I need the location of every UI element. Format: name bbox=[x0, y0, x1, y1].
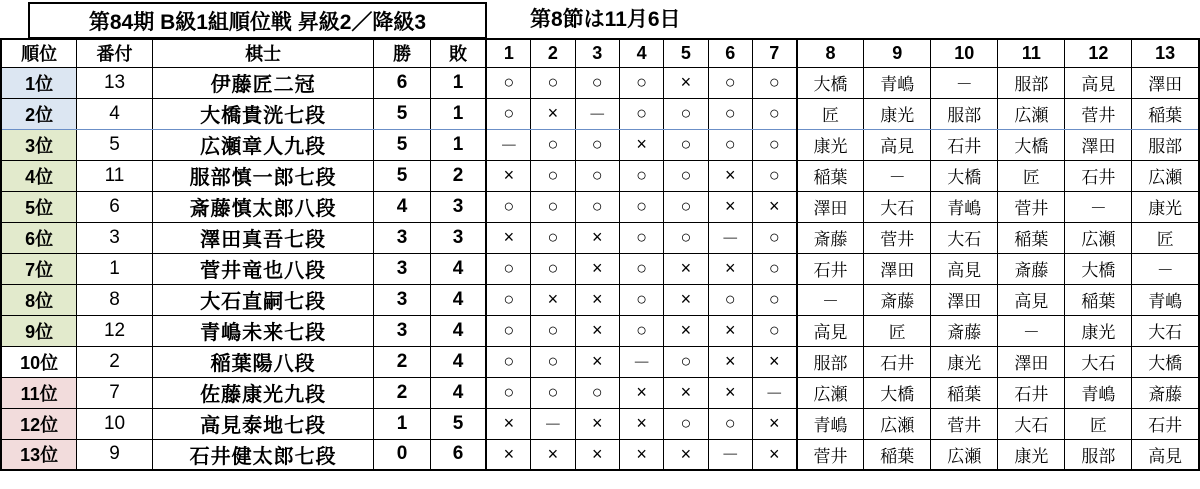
cell-result-1: × bbox=[486, 408, 530, 439]
cell-opponent-9: 広瀬 bbox=[864, 408, 931, 439]
table-row bbox=[1, 408, 1199, 439]
cell-result-7: × bbox=[752, 191, 796, 222]
cell-result-1: ○ bbox=[486, 253, 530, 284]
cell-result-7: ○ bbox=[752, 315, 796, 346]
cell-rank: 7位 bbox=[1, 253, 77, 284]
cell-player-name: 広瀬章人九段 bbox=[152, 129, 374, 160]
cell-opponent-11: 匠 bbox=[998, 160, 1065, 191]
cell-number: 6 bbox=[77, 191, 153, 222]
cell-losses: 1 bbox=[430, 98, 486, 129]
table-row bbox=[1, 377, 1199, 408]
cell-result-4: × bbox=[619, 129, 663, 160]
cell-result-2: ○ bbox=[531, 129, 575, 160]
cell-wins: 2 bbox=[374, 346, 430, 377]
cell-result-6: ○ bbox=[708, 98, 752, 129]
cell-result-1: ○ bbox=[486, 315, 530, 346]
cell-result-2: ○ bbox=[531, 346, 575, 377]
cell-opponent-9: 石井 bbox=[864, 346, 931, 377]
cell-result-2: ○ bbox=[531, 377, 575, 408]
cell-result-1: ○ bbox=[486, 98, 530, 129]
col-round-12: 12 bbox=[1065, 39, 1132, 67]
cell-opponent-8: 高見 bbox=[797, 315, 864, 346]
cell-result-4: × bbox=[619, 377, 663, 408]
cell-opponent-9: 大石 bbox=[864, 191, 931, 222]
cell-opponent-10: 澤田 bbox=[931, 284, 998, 315]
cell-number: 8 bbox=[77, 284, 153, 315]
cell-result-2: × bbox=[531, 439, 575, 470]
cell-result-4: × bbox=[619, 408, 663, 439]
cell-result-2: － bbox=[531, 408, 575, 439]
cell-rank: 8位 bbox=[1, 284, 77, 315]
cell-player-name: 澤田真吾七段 bbox=[152, 222, 374, 253]
cell-result-4: × bbox=[619, 439, 663, 470]
col-round-5: 5 bbox=[664, 39, 708, 67]
cell-wins: 6 bbox=[374, 67, 430, 98]
table-row bbox=[1, 98, 1199, 129]
cell-rank: 13位 bbox=[1, 439, 77, 470]
cell-opponent-12: 稲葉 bbox=[1065, 284, 1132, 315]
col-round-13: 13 bbox=[1132, 39, 1199, 67]
cell-opponent-12: 大橋 bbox=[1065, 253, 1132, 284]
cell-opponent-11: 高見 bbox=[998, 284, 1065, 315]
cell-wins: 4 bbox=[374, 191, 430, 222]
cell-result-3: × bbox=[575, 253, 619, 284]
cell-losses: 3 bbox=[430, 222, 486, 253]
cell-result-2: ○ bbox=[531, 315, 575, 346]
cell-result-4: ○ bbox=[619, 284, 663, 315]
cell-result-6: ○ bbox=[708, 284, 752, 315]
cell-number: 3 bbox=[77, 222, 153, 253]
cell-rank: 2位 bbox=[1, 98, 77, 129]
cell-result-4: ○ bbox=[619, 160, 663, 191]
table-row bbox=[1, 284, 1199, 315]
cell-opponent-10: 康光 bbox=[931, 346, 998, 377]
cell-opponent-8: 大橋 bbox=[797, 67, 864, 98]
cell-result-7: ○ bbox=[752, 160, 796, 191]
cell-result-6: × bbox=[708, 191, 752, 222]
cell-opponent-13: 匠 bbox=[1132, 222, 1199, 253]
cell-opponent-12: 服部 bbox=[1065, 439, 1132, 470]
table-row bbox=[1, 129, 1199, 160]
cell-opponent-8: 匠 bbox=[797, 98, 864, 129]
cell-number: 11 bbox=[77, 160, 153, 191]
cell-result-1: ○ bbox=[486, 346, 530, 377]
cell-opponent-12: 広瀬 bbox=[1065, 222, 1132, 253]
cell-losses: 4 bbox=[430, 253, 486, 284]
cell-opponent-10: 高見 bbox=[931, 253, 998, 284]
cell-result-3: × bbox=[575, 346, 619, 377]
cell-wins: 3 bbox=[374, 253, 430, 284]
cell-result-4: ○ bbox=[619, 315, 663, 346]
cell-rank: 3位 bbox=[1, 129, 77, 160]
cell-opponent-10: 大橋 bbox=[931, 160, 998, 191]
cell-opponent-13: 服部 bbox=[1132, 129, 1199, 160]
cell-wins: 0 bbox=[374, 439, 430, 470]
cell-result-7: ○ bbox=[752, 284, 796, 315]
cell-opponent-8: 広瀬 bbox=[797, 377, 864, 408]
cell-opponent-12: － bbox=[1065, 191, 1132, 222]
cell-player-name: 高見泰地七段 bbox=[152, 408, 374, 439]
cell-opponent-10: 広瀬 bbox=[931, 439, 998, 470]
col-round-10: 10 bbox=[931, 39, 998, 67]
table-row bbox=[1, 315, 1199, 346]
cell-number: 13 bbox=[77, 67, 153, 98]
cell-opponent-13: － bbox=[1132, 253, 1199, 284]
cell-opponent-11: 稲葉 bbox=[998, 222, 1065, 253]
col-round-1: 1 bbox=[486, 39, 530, 67]
table-row bbox=[1, 439, 1199, 470]
cell-opponent-8: 菅井 bbox=[797, 439, 864, 470]
cell-result-1: ○ bbox=[486, 67, 530, 98]
cell-opponent-12: 石井 bbox=[1065, 160, 1132, 191]
cell-result-5: × bbox=[664, 253, 708, 284]
cell-player-name: 大石直嗣七段 bbox=[152, 284, 374, 315]
cell-opponent-10: 斎藤 bbox=[931, 315, 998, 346]
col-rank: 順位 bbox=[1, 39, 77, 67]
cell-result-5: ○ bbox=[664, 222, 708, 253]
cell-result-4: ○ bbox=[619, 253, 663, 284]
cell-result-7: ○ bbox=[752, 98, 796, 129]
table-row bbox=[1, 222, 1199, 253]
cell-opponent-9: 菅井 bbox=[864, 222, 931, 253]
cell-player-name: 斎藤慎太郎八段 bbox=[152, 191, 374, 222]
cell-rank: 12位 bbox=[1, 408, 77, 439]
cell-opponent-11: 康光 bbox=[998, 439, 1065, 470]
cell-result-4: ○ bbox=[619, 222, 663, 253]
cell-opponent-12: 康光 bbox=[1065, 315, 1132, 346]
cell-wins: 3 bbox=[374, 284, 430, 315]
cell-number: 4 bbox=[77, 98, 153, 129]
col-number: 番付 bbox=[77, 39, 153, 67]
cell-opponent-9: 康光 bbox=[864, 98, 931, 129]
cell-result-5: ○ bbox=[664, 98, 708, 129]
cell-result-3: － bbox=[575, 98, 619, 129]
cell-opponent-12: 青嶋 bbox=[1065, 377, 1132, 408]
cell-opponent-10: 稲葉 bbox=[931, 377, 998, 408]
cell-result-7: × bbox=[752, 408, 796, 439]
cell-number: 9 bbox=[77, 439, 153, 470]
cell-result-7: － bbox=[752, 377, 796, 408]
cell-opponent-12: 高見 bbox=[1065, 67, 1132, 98]
table-row bbox=[1, 67, 1199, 98]
cell-result-1: ○ bbox=[486, 377, 530, 408]
table-row bbox=[1, 346, 1199, 377]
cell-opponent-9: － bbox=[864, 160, 931, 191]
cell-opponent-8: 斎藤 bbox=[797, 222, 864, 253]
cell-result-7: ○ bbox=[752, 67, 796, 98]
cell-result-7: × bbox=[752, 346, 796, 377]
cell-result-1: ○ bbox=[486, 284, 530, 315]
cell-opponent-12: 菅井 bbox=[1065, 98, 1132, 129]
table-body bbox=[1, 67, 1199, 470]
cell-opponent-12: 大石 bbox=[1065, 346, 1132, 377]
col-round-2: 2 bbox=[531, 39, 575, 67]
cell-opponent-13: 大石 bbox=[1132, 315, 1199, 346]
cell-player-name: 青嶋未来七段 bbox=[152, 315, 374, 346]
cell-result-6: ○ bbox=[708, 408, 752, 439]
cell-result-5: ○ bbox=[664, 191, 708, 222]
col-round-7: 7 bbox=[752, 39, 796, 67]
cell-opponent-9: 稲葉 bbox=[864, 439, 931, 470]
cell-opponent-11: 石井 bbox=[998, 377, 1065, 408]
cell-opponent-10: 石井 bbox=[931, 129, 998, 160]
cell-losses: 5 bbox=[430, 408, 486, 439]
cell-opponent-9: 斎藤 bbox=[864, 284, 931, 315]
col-round-6: 6 bbox=[708, 39, 752, 67]
cell-result-3: ○ bbox=[575, 377, 619, 408]
standings-table bbox=[0, 38, 1200, 471]
cell-opponent-8: 稲葉 bbox=[797, 160, 864, 191]
round-note: 第8節は11月6日 bbox=[530, 8, 681, 31]
cell-result-1: × bbox=[486, 439, 530, 470]
cell-opponent-13: 稲葉 bbox=[1132, 98, 1199, 129]
cell-opponent-8: 澤田 bbox=[797, 191, 864, 222]
cell-result-6: ○ bbox=[708, 129, 752, 160]
cell-result-6: × bbox=[708, 160, 752, 191]
cell-result-2: ○ bbox=[531, 253, 575, 284]
cell-opponent-13: 石井 bbox=[1132, 408, 1199, 439]
cell-opponent-11: 菅井 bbox=[998, 191, 1065, 222]
cell-opponent-11: － bbox=[998, 315, 1065, 346]
table-header-row bbox=[1, 39, 1199, 67]
cell-result-2: ○ bbox=[531, 67, 575, 98]
cell-opponent-9: 澤田 bbox=[864, 253, 931, 284]
cell-result-5: × bbox=[664, 439, 708, 470]
cell-opponent-11: 澤田 bbox=[998, 346, 1065, 377]
cell-opponent-13: 広瀬 bbox=[1132, 160, 1199, 191]
cell-opponent-8: 服部 bbox=[797, 346, 864, 377]
cell-opponent-13: 澤田 bbox=[1132, 67, 1199, 98]
cell-number: 12 bbox=[77, 315, 153, 346]
col-round-9: 9 bbox=[864, 39, 931, 67]
cell-number: 1 bbox=[77, 253, 153, 284]
cell-player-name: 佐藤康光九段 bbox=[152, 377, 374, 408]
cell-opponent-13: 青嶋 bbox=[1132, 284, 1199, 315]
cell-opponent-8: 康光 bbox=[797, 129, 864, 160]
cell-opponent-13: 高見 bbox=[1132, 439, 1199, 470]
col-round-4: 4 bbox=[619, 39, 663, 67]
page-title: 第84期 B級1組順位戦 昇級2／降級3 bbox=[28, 2, 487, 39]
cell-opponent-12: 澤田 bbox=[1065, 129, 1132, 160]
cell-player-name: 大橋貴洸七段 bbox=[152, 98, 374, 129]
cell-opponent-10: 服部 bbox=[931, 98, 998, 129]
cell-opponent-9: 高見 bbox=[864, 129, 931, 160]
cell-opponent-11: 広瀬 bbox=[998, 98, 1065, 129]
cell-result-6: × bbox=[708, 253, 752, 284]
cell-result-3: ○ bbox=[575, 160, 619, 191]
cell-opponent-10: 菅井 bbox=[931, 408, 998, 439]
cell-result-3: × bbox=[575, 408, 619, 439]
cell-rank: 10位 bbox=[1, 346, 77, 377]
cell-wins: 3 bbox=[374, 315, 430, 346]
cell-opponent-13: 康光 bbox=[1132, 191, 1199, 222]
col-losses: 敗 bbox=[430, 39, 486, 67]
cell-result-7: ○ bbox=[752, 253, 796, 284]
cell-number: 2 bbox=[77, 346, 153, 377]
cell-result-2: × bbox=[531, 284, 575, 315]
cell-wins: 3 bbox=[374, 222, 430, 253]
cell-wins: 2 bbox=[374, 377, 430, 408]
cell-opponent-8: 青嶋 bbox=[797, 408, 864, 439]
cell-result-3: ○ bbox=[575, 67, 619, 98]
cell-player-name: 稲葉陽八段 bbox=[152, 346, 374, 377]
cell-result-3: × bbox=[575, 222, 619, 253]
cell-opponent-10: － bbox=[931, 67, 998, 98]
cell-rank: 9位 bbox=[1, 315, 77, 346]
cell-result-5: × bbox=[664, 67, 708, 98]
cell-opponent-9: 青嶋 bbox=[864, 67, 931, 98]
cell-result-7: × bbox=[752, 439, 796, 470]
cell-opponent-11: 斎藤 bbox=[998, 253, 1065, 284]
cell-wins: 1 bbox=[374, 408, 430, 439]
col-player: 棋士 bbox=[152, 39, 374, 67]
cell-losses: 6 bbox=[430, 439, 486, 470]
col-round-3: 3 bbox=[575, 39, 619, 67]
cell-number: 10 bbox=[77, 408, 153, 439]
cell-result-3: × bbox=[575, 439, 619, 470]
cell-result-2: ○ bbox=[531, 191, 575, 222]
cell-result-3: ○ bbox=[575, 129, 619, 160]
cell-result-4: ○ bbox=[619, 191, 663, 222]
cell-losses: 2 bbox=[430, 160, 486, 191]
table-row bbox=[1, 253, 1199, 284]
cell-result-6: － bbox=[708, 439, 752, 470]
cell-player-name: 服部慎一郎七段 bbox=[152, 160, 374, 191]
cell-losses: 4 bbox=[430, 315, 486, 346]
cell-opponent-10: 大石 bbox=[931, 222, 998, 253]
cell-result-5: ○ bbox=[664, 408, 708, 439]
cell-rank: 11位 bbox=[1, 377, 77, 408]
cell-opponent-12: 匠 bbox=[1065, 408, 1132, 439]
cell-player-name: 伊藤匠二冠 bbox=[152, 67, 374, 98]
cell-opponent-13: 大橋 bbox=[1132, 346, 1199, 377]
col-round-8: 8 bbox=[797, 39, 864, 67]
col-round-11: 11 bbox=[998, 39, 1065, 67]
cell-losses: 4 bbox=[430, 377, 486, 408]
cell-wins: 5 bbox=[374, 160, 430, 191]
col-wins: 勝 bbox=[374, 39, 430, 67]
cell-result-4: － bbox=[619, 346, 663, 377]
cell-losses: 4 bbox=[430, 284, 486, 315]
cell-result-6: × bbox=[708, 346, 752, 377]
cell-result-4: ○ bbox=[619, 98, 663, 129]
cell-number: 5 bbox=[77, 129, 153, 160]
cell-result-6: － bbox=[708, 222, 752, 253]
cell-losses: 1 bbox=[430, 67, 486, 98]
cell-result-5: × bbox=[664, 284, 708, 315]
cell-rank: 6位 bbox=[1, 222, 77, 253]
cell-result-7: ○ bbox=[752, 129, 796, 160]
cell-result-7: ○ bbox=[752, 222, 796, 253]
cell-rank: 1位 bbox=[1, 67, 77, 98]
cell-result-5: ○ bbox=[664, 129, 708, 160]
cell-result-5: ○ bbox=[664, 346, 708, 377]
cell-losses: 1 bbox=[430, 129, 486, 160]
cell-result-1: ○ bbox=[486, 191, 530, 222]
cell-result-6: × bbox=[708, 377, 752, 408]
cell-result-6: × bbox=[708, 315, 752, 346]
cell-opponent-11: 大石 bbox=[998, 408, 1065, 439]
cell-result-1: × bbox=[486, 160, 530, 191]
cell-number: 7 bbox=[77, 377, 153, 408]
page-header bbox=[0, 0, 1200, 38]
cell-result-5: × bbox=[664, 377, 708, 408]
cell-result-5: × bbox=[664, 315, 708, 346]
cell-result-2: ○ bbox=[531, 160, 575, 191]
cell-result-5: ○ bbox=[664, 160, 708, 191]
cell-result-2: ○ bbox=[531, 222, 575, 253]
cell-opponent-11: 大橋 bbox=[998, 129, 1065, 160]
table-row bbox=[1, 191, 1199, 222]
cell-rank: 4位 bbox=[1, 160, 77, 191]
cell-losses: 3 bbox=[430, 191, 486, 222]
cell-opponent-8: － bbox=[797, 284, 864, 315]
cell-opponent-10: 青嶋 bbox=[931, 191, 998, 222]
cell-result-6: ○ bbox=[708, 67, 752, 98]
cell-result-2: × bbox=[531, 98, 575, 129]
cell-result-3: × bbox=[575, 315, 619, 346]
cell-opponent-9: 匠 bbox=[864, 315, 931, 346]
cell-player-name: 石井健太郎七段 bbox=[152, 439, 374, 470]
cell-wins: 5 bbox=[374, 129, 430, 160]
cell-player-name: 菅井竜也八段 bbox=[152, 253, 374, 284]
cell-opponent-9: 大橋 bbox=[864, 377, 931, 408]
table-row bbox=[1, 160, 1199, 191]
cell-wins: 5 bbox=[374, 98, 430, 129]
cell-opponent-11: 服部 bbox=[998, 67, 1065, 98]
cell-result-3: ○ bbox=[575, 191, 619, 222]
cell-result-4: ○ bbox=[619, 67, 663, 98]
cell-losses: 4 bbox=[430, 346, 486, 377]
cell-result-1: － bbox=[486, 129, 530, 160]
cell-result-1: × bbox=[486, 222, 530, 253]
cell-rank: 5位 bbox=[1, 191, 77, 222]
cell-opponent-13: 斎藤 bbox=[1132, 377, 1199, 408]
cell-opponent-8: 石井 bbox=[797, 253, 864, 284]
cell-result-3: × bbox=[575, 284, 619, 315]
